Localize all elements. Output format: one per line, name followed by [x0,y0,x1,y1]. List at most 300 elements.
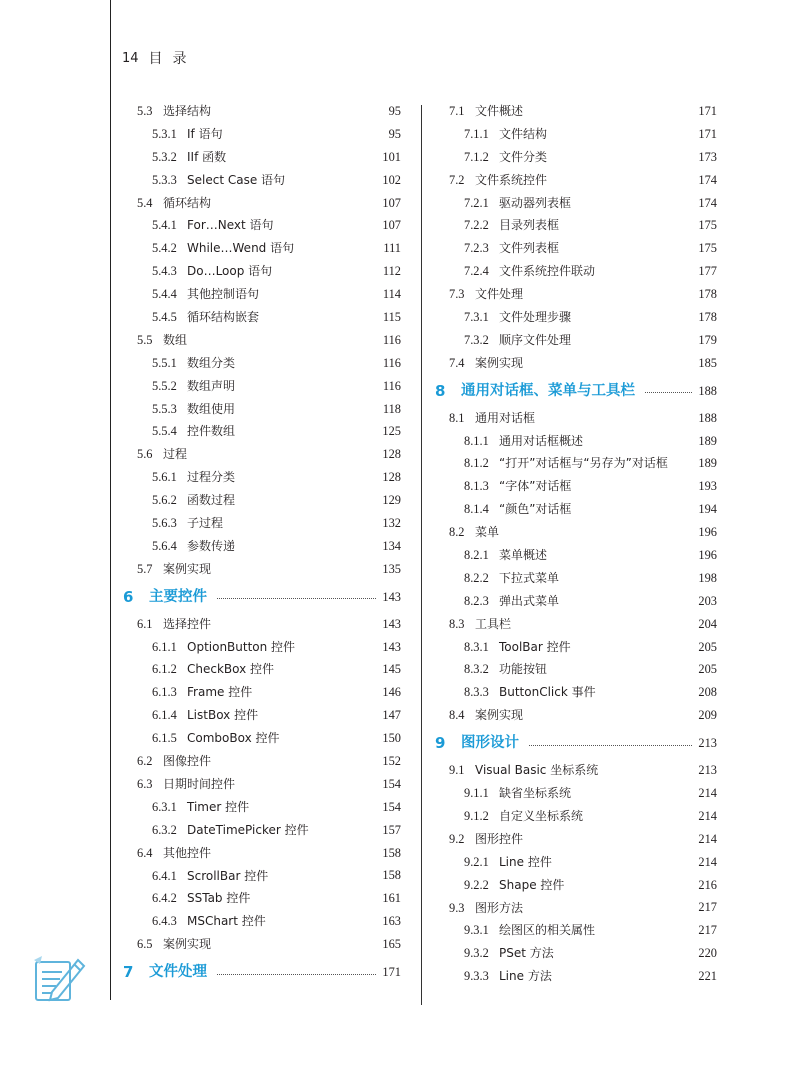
section-number: 7.4 [449,355,465,370]
toc-entry-label [115,466,235,489]
toc-entry[interactable] [427,169,717,192]
section-title: 子过程 [187,516,224,531]
toc-entry[interactable] [427,874,717,897]
toc-entry[interactable] [115,887,401,910]
toc-entry-label [427,123,547,146]
section-title: 目录列表框 [499,218,560,233]
section-title: Visual Basic 坐标系统 [475,763,599,778]
toc-entry[interactable] [427,942,717,965]
section-number: 9.2.1 [464,854,489,869]
toc-entry[interactable] [115,123,401,146]
toc-entry[interactable] [115,283,401,306]
section-title: 数组 [163,332,188,347]
section-title: 循环结构嵌套 [187,310,260,325]
section-number: 5.6.4 [152,538,177,553]
page-ref: 116 [382,355,401,370]
toc-entry-label [115,283,259,306]
page-ref: 214 [698,786,717,801]
section-title: 菜单 [475,525,500,540]
toc-entry[interactable] [115,796,401,819]
toc-entry-label [115,100,211,123]
section-number: 5.4.2 [152,241,177,256]
page-ref: 193 [698,479,717,494]
section-title: 数组使用 [187,401,236,416]
page-ref: 213 [698,763,717,778]
section-number: 7.2.4 [464,264,489,279]
toc-chapter-entry[interactable] [115,956,401,988]
section-number: 8.2.3 [464,593,489,608]
notebook-pencil-icon [30,948,88,1006]
page-ref: 178 [698,287,717,302]
toc-entry[interactable] [115,329,401,352]
section-number: 6.1.3 [152,685,177,700]
toc-entry[interactable] [427,851,717,874]
toc-entry[interactable] [427,613,717,636]
section-title: 案例实现 [475,708,524,723]
page-ref: 132 [382,516,401,531]
page-ref: 174 [698,195,717,210]
toc-entry-label [427,727,698,759]
section-title: 缺省坐标系统 [499,786,572,801]
section-number: 9.3.3 [464,969,489,984]
page-ref: 205 [698,639,717,654]
toc-entry[interactable] [427,782,717,805]
page-ref: 158 [382,868,401,883]
toc-entry[interactable] [115,466,401,489]
toc-entry[interactable] [427,452,717,475]
page-ref: 171 [698,126,717,141]
toc-entry-label [427,192,571,215]
toc-entry-label [115,887,250,910]
toc-entry[interactable] [115,773,401,796]
toc-entry-label [427,475,571,498]
toc-entry-label [115,489,235,512]
section-number: 9.1.2 [464,808,489,823]
page-ref: 116 [382,332,401,347]
toc-entry-label [427,897,523,920]
toc-entry-label [115,146,226,169]
page-number: 14 [122,50,139,66]
toc-entry-label [115,636,295,659]
toc-entry[interactable] [427,828,717,851]
toc-entry[interactable] [427,759,717,782]
page-ref: 135 [382,561,401,576]
section-number: 9.3.1 [464,923,489,938]
toc-entry-label [427,237,559,260]
section-title: PSet 方法 [499,946,554,961]
section-title: 图形控件 [475,831,524,846]
toc-entry[interactable] [427,658,717,681]
toc-entry[interactable] [427,805,717,828]
toc-entry[interactable] [115,636,401,659]
section-title: 图形设计 [461,735,519,752]
page-ref: 107 [382,218,401,233]
section-number: 7 [123,963,134,982]
toc-entry[interactable] [427,567,717,590]
toc-entry-label [115,169,285,192]
toc-entry[interactable] [427,897,717,920]
toc-entry-label [427,352,523,375]
page-ref: 143 [382,589,401,604]
toc-entry[interactable] [115,750,401,773]
section-title: SSTab 控件 [187,891,251,906]
section-number: 7.2.2 [464,218,489,233]
section-number: 6.5 [137,937,153,952]
toc-entry-label [115,398,235,421]
toc-entry-label [427,567,559,590]
page-ref: 107 [382,195,401,210]
section-number: 6.1.1 [152,639,177,654]
toc-entry-label [115,192,211,215]
section-title: 功能按钮 [499,662,548,677]
toc-entry[interactable] [427,329,717,352]
section-number: 8.3.3 [464,685,489,700]
toc-chapter-entry[interactable] [427,727,717,759]
section-number: 5.4.5 [152,310,177,325]
toc-entry[interactable] [427,123,717,146]
toc-chapter-entry[interactable] [115,581,401,613]
toc-entry[interactable] [115,237,401,260]
page-ref: 194 [698,502,717,517]
toc-entry[interactable] [115,214,401,237]
page-ref: 95 [388,103,401,118]
toc-entry[interactable] [115,375,401,398]
toc-entry-label [115,443,187,466]
toc-entry[interactable] [115,169,401,192]
page-ref: 134 [382,538,401,553]
toc-entry[interactable] [115,842,401,865]
page-ref: 161 [382,891,401,906]
page-ref: 116 [382,378,401,393]
page-ref: 163 [382,914,401,929]
section-number: 9.2.2 [464,877,489,892]
section-title: ScrollBar 控件 [187,868,269,883]
section-number: 8.1.3 [464,479,489,494]
section-number: 7.3.2 [464,332,489,347]
toc-entry-label [427,169,547,192]
section-number: 5.5.2 [152,378,177,393]
toc-entry-label [427,430,583,453]
page-ref: 154 [382,776,401,791]
toc-entry[interactable] [427,260,717,283]
section-title: 图像控件 [163,754,212,769]
page-ref: 208 [698,685,717,700]
toc-entry-label [427,283,523,306]
toc-entry-label [427,782,571,805]
page-ref: 165 [382,937,401,952]
toc-entry[interactable] [427,681,717,704]
toc-entry[interactable] [115,512,401,535]
toc-entry[interactable] [427,590,717,613]
toc-entry[interactable] [115,704,401,727]
section-number: 6.2 [137,754,153,769]
page-ref: 112 [382,264,401,279]
section-number: 7.2.3 [464,241,489,256]
section-number: 8.2 [449,525,465,540]
section-title: 文件列表框 [499,241,560,256]
section-title: 其他控制语句 [187,287,260,302]
toc-entry[interactable] [115,306,401,329]
section-title: For…Next 语句 [187,218,274,233]
toc-entry[interactable] [427,146,717,169]
page-title: 目录 [148,51,197,67]
dot-leader [217,598,376,599]
section-title: While…Wend 语句 [187,241,295,256]
toc-entry[interactable] [427,919,717,942]
toc-entry-label [115,420,235,443]
section-number: 6.4.3 [152,914,177,929]
toc-entry[interactable] [115,192,401,215]
page-ref: 178 [698,310,717,324]
toc-entry[interactable] [427,704,717,727]
section-title: 图形方法 [475,900,524,915]
section-number: 8.4 [449,708,465,723]
toc-entry[interactable] [427,430,717,453]
section-title: 函数过程 [187,493,236,508]
toc-entry-label [115,842,211,865]
section-number: 8.2.1 [464,548,489,563]
section-number: 8.3.1 [464,639,489,654]
toc-entry-label [427,681,596,704]
toc-chapter-entry[interactable] [427,375,717,407]
toc-entry[interactable] [115,910,401,933]
toc-entry[interactable] [427,407,717,430]
section-title: 通用对话框概述 [499,433,584,448]
section-title: 通用对话框 [475,410,536,425]
page-ref: 171 [698,103,717,118]
page-ref: 196 [698,548,717,563]
page-ref: 203 [698,593,717,608]
toc-entry-label [427,590,559,613]
section-title: 文件概述 [475,104,524,118]
toc-entry[interactable] [427,214,717,237]
toc-entry-label [115,819,309,842]
toc-entry[interactable] [427,192,717,215]
section-title: IIf 函数 [187,149,227,164]
toc-entry[interactable] [427,498,717,521]
section-title: 驱动器列表框 [499,195,572,210]
section-title: MSChart 控件 [187,914,266,929]
page-ref: 185 [698,355,717,370]
section-title: ButtonClick 事件 [499,685,596,700]
toc-entry-label [115,681,252,704]
page-ref: 175 [698,218,717,233]
section-title: “颜色”对话框 [499,502,572,517]
toc-entry-label [427,329,571,352]
page-ref: 171 [382,965,401,980]
page-ref: 143 [382,616,401,631]
page-ref: 158 [382,845,401,860]
section-number: 5.4 [137,195,153,210]
section-title: 数组分类 [187,355,236,370]
toc-entry[interactable] [115,352,401,375]
toc-entry-label [427,874,564,897]
toc-entry-label [427,498,571,521]
toc-entry-label [427,759,598,782]
toc-entry[interactable] [115,146,401,169]
section-title: 循环结构 [163,195,212,210]
column-divider [421,105,422,1005]
section-title: 文件分类 [499,149,548,164]
page-ref: 173 [698,149,717,164]
section-title: ToolBar 控件 [499,639,571,654]
section-title: Frame 控件 [187,685,253,700]
page-margin-line [110,0,111,1000]
toc-entry[interactable] [115,260,401,283]
dot-leader [529,745,692,746]
page-ref: 217 [698,900,717,915]
toc-entry[interactable] [427,237,717,260]
page-ref: 196 [698,525,717,540]
toc-right-column [427,100,717,988]
page-header [122,48,197,68]
toc-entry[interactable] [115,420,401,443]
section-number: 5.6.2 [152,493,177,508]
toc-entry[interactable] [115,819,401,842]
section-number: 5.5.1 [152,355,177,370]
toc-entry[interactable] [115,613,401,636]
section-title: Do…Loop 语句 [187,264,273,279]
section-number: 5.3.3 [152,172,177,187]
toc-entry-label [427,214,559,237]
section-number: 8.2.2 [464,570,489,585]
toc-entry[interactable] [115,558,401,581]
page-ref: 174 [698,172,717,187]
section-title: 选择结构 [163,104,212,118]
toc-entry[interactable] [427,306,717,329]
toc-entry[interactable] [115,865,401,888]
section-title: Line 方法 [499,969,552,984]
section-number: 5.3.1 [152,126,177,141]
page-ref: 118 [382,401,401,416]
section-number: 5.4.4 [152,287,177,302]
toc-entry[interactable] [427,352,717,375]
page-ref: 102 [382,172,401,187]
toc-entry[interactable] [115,658,401,681]
section-number: 7.2.1 [464,195,489,210]
toc-entry-label [115,773,235,796]
toc-entry-label [427,658,547,681]
page-ref: 115 [382,310,401,324]
section-number: 6.4.2 [152,891,177,906]
section-number: 9.3 [449,900,465,915]
page-ref: 188 [698,410,717,425]
page-ref: 154 [382,799,401,814]
toc-entry[interactable] [115,933,401,956]
section-title: 案例实现 [475,355,524,370]
toc-entry[interactable] [115,681,401,704]
toc-entry[interactable] [115,398,401,421]
section-number: 5.4.3 [152,264,177,279]
section-title: “打开”对话框与“另存为”对话框 [499,456,668,471]
toc-entry-label [115,306,259,329]
toc-entry-label [427,828,523,851]
section-number: 8.3.2 [464,662,489,677]
toc-entry-label [427,306,571,329]
section-number: 7.1 [449,104,465,118]
section-title: 其他控件 [163,845,212,860]
section-number: 5.5.3 [152,401,177,416]
section-title: 下拉式菜单 [499,570,560,585]
section-number: 9 [435,734,446,753]
page-ref: 114 [382,287,401,302]
toc-entry[interactable] [427,475,717,498]
section-title: 文件处理 [149,964,207,981]
page-ref: 204 [698,616,717,631]
section-number: 7.1.2 [464,149,489,164]
page-ref: 220 [698,946,717,961]
toc-entry[interactable] [427,544,717,567]
toc-entry-label [115,375,235,398]
page-ref: 205 [698,662,717,677]
section-title: 控件数组 [187,424,236,439]
toc-entry[interactable] [427,636,717,659]
toc-entry[interactable] [427,965,717,988]
toc-entry[interactable] [427,521,717,544]
toc-entry-label [115,581,382,613]
section-number: 8 [435,381,446,400]
section-number: 5.5 [137,332,153,347]
section-number: 5.3 [137,104,153,118]
toc-entry[interactable] [115,489,401,512]
toc-entry[interactable] [115,535,401,558]
section-number: 7.2 [449,172,465,187]
section-title: 文件系统控件 [475,172,548,187]
toc-entry[interactable] [115,443,401,466]
toc-entry-label [115,558,211,581]
toc-entry-label [115,704,258,727]
section-title: 案例实现 [163,937,212,952]
toc-entry-label [115,214,274,237]
toc-entry-label [115,512,223,535]
toc-entry-label [115,865,268,888]
page-ref: 189 [698,433,717,448]
page-ref: 214 [698,808,717,823]
section-title: 选择控件 [163,616,212,631]
section-number: 5.3.2 [152,149,177,164]
toc-entry-label [115,796,249,819]
section-title: Shape 控件 [499,877,565,892]
section-title: 过程 [163,447,188,462]
section-number: 9.3.2 [464,946,489,961]
section-title: 过程分类 [187,470,236,485]
toc-entry-label [115,329,187,352]
toc-entry[interactable] [115,727,401,750]
toc-entry[interactable] [115,100,401,123]
toc-entry-label [427,260,595,283]
page-ref: 143 [382,639,401,654]
page-ref: 128 [382,470,401,485]
page-ref: 179 [698,332,717,347]
section-title: 绘图区的相关属性 [499,923,596,938]
section-title: 文件系统控件联动 [499,264,596,279]
toc-entry-label [115,658,274,681]
page-ref: 209 [698,708,717,723]
page-ref: 150 [382,731,401,746]
toc-entry[interactable] [427,283,717,306]
page-ref: 189 [698,456,717,471]
section-number: 9.1 [449,763,465,778]
section-title: 文件处理步骤 [499,310,572,325]
toc-entry-label [115,956,382,988]
page-ref: 214 [698,831,717,846]
page-ref: 188 [698,383,717,398]
toc-entry-label [427,851,552,874]
page-ref: 146 [382,685,401,700]
toc-entry[interactable] [427,100,717,123]
section-title: Timer 控件 [187,799,250,814]
section-number: 5.6 [137,447,153,462]
